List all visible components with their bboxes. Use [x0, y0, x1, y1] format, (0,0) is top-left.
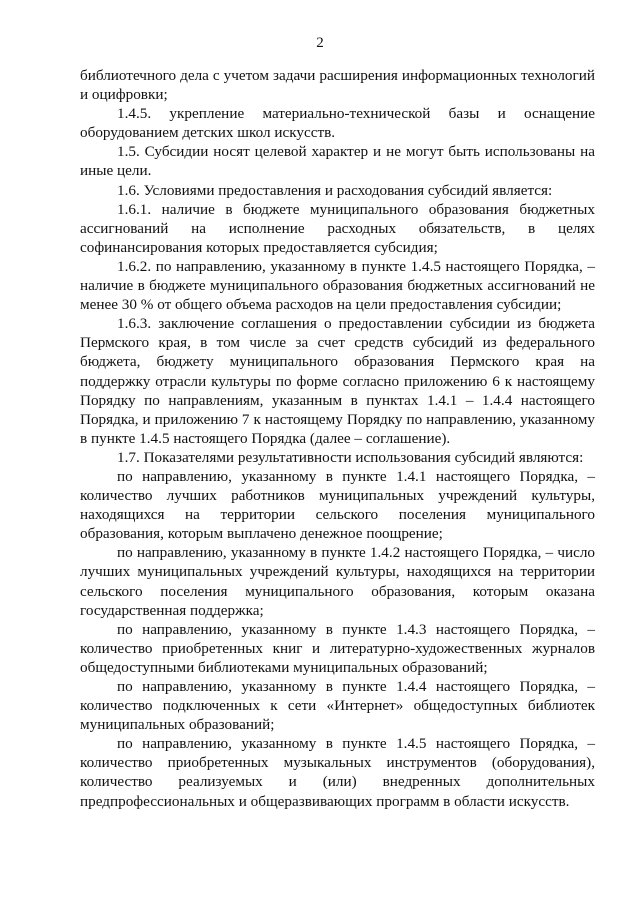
- page-number: 2: [316, 35, 324, 51]
- paragraph-1-6-1: 1.6.1. наличие в бюджете муниципального образования бюджетных ассигнований на исполнение расходных обязательств, в целях софинансирования которых предоставляется субсидия;: [80, 200, 595, 256]
- indicator-1-4-2: по направлению, указанному в пункте 1.4.2 настоящего Порядка, – число лучших муниципальных учреждений культуры, находящихся на территории сельского поселения муниципального образования, которым оказана государственная поддержка;: [80, 544, 595, 619]
- indicator-1-4-1: по направлению, указанному в пункте 1.4.1 настоящего Порядка, – количество лучших работников муниципальных учреждений культуры, находящихся на территории сельского поселения муниципального образования, которым выплачено денежное поощрение;: [80, 467, 595, 543]
- indicator-1-4-5: по направлению, указанному в пункте 1.4.5 настоящего Порядка, – количество приобретенных музыкальных инструментов (оборудования), количество реализуемых и (или) внедренных дополнительных предпрофессиональных и общеразвивающих программ в области искусств.: [80, 735, 595, 810]
- indicator-1-4-3: по направлению, указанному в пункте 1.4.3 настоящего Порядка, – количество приобретенных книг и литературно-художественных журналов общедоступными библиотеками муниципальных образований;: [80, 620, 595, 676]
- paragraph-1-4-5: 1.4.5. укрепление материально-технической базы и оснащение оборудованием детских школ искусств.: [80, 105, 595, 142]
- document-body: [80, 66, 595, 811]
- paragraph-1-6: 1.6. Условиями предоставления и расходования субсидий является:: [117, 181, 553, 199]
- paragraph-1-6-2: 1.6.2. по направлению, указанному в пункте 1.4.5 настоящего Порядка, – наличие в бюджете муниципального образования бюджетных ассигнований не менее 30 % от общего объема расходов на цели предоставления субсидии;: [80, 257, 595, 314]
- paragraph-continuation: библиотечного дела с учетом задачи расширения информационных технологий и оцифровки;: [80, 67, 595, 104]
- paragraph-1-6-3: 1.6.3. заключение соглашения о предоставлении субсидии из бюджета Пермского края, в том числе за счет средств субсидий из федерального бюджета, бюджету муниципального образования Пермского края на поддержку отрасли культуры по форме согласно приложению 6 к настоящему Порядку по направлениям, указанным в пунктах 1.4.1 – 1.4.4 настоящего Порядка, и приложению 7 к настоящему Порядку по направлению, указанному в пункте 1.4.5 настоящего Порядка (далее – соглашение).: [80, 315, 595, 447]
- indicator-1-4-4: по направлению, указанному в пункте 1.4.4 настоящего Порядка, – количество подключенных к сети «Интернет» общедоступных библиотек муниципальных образований;: [80, 678, 595, 734]
- paragraph-1-7: 1.7. Показателями результативности использования субсидий являются:: [117, 448, 584, 466]
- paragraph-1-5: 1.5. Субсидии носят целевой характер и не могут быть использованы на иные цели.: [80, 143, 595, 180]
